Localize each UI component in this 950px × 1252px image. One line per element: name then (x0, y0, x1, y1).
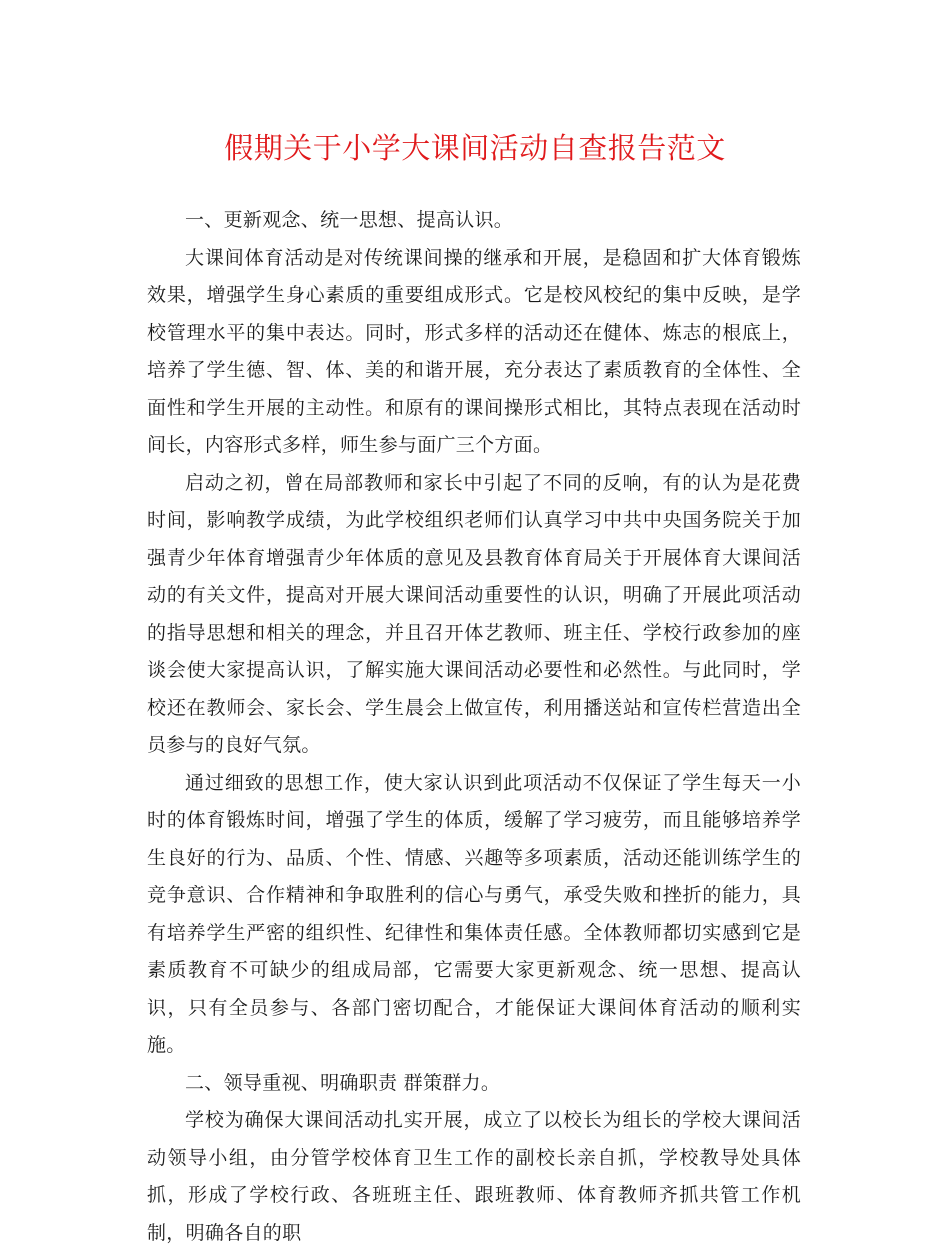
paragraph-2: 启动之初，曾在局部教师和家长中引起了不同的反响，有的认为是花费时间，影响教学成绩，为此学校组织老师们认真学习中共中央国务院关于加强青少年体育增强青少年体质的意见及县教育体育局关于开展体育大课间活动的有关文件，提高对开展大课间活动重要性的认识，明确了开展此项活动的指导思想和相关的理念，并且召开体艺教师、班主任、学校行政参加的座谈会使大家提高认识，了解实施大课间活动必要性和必然性。与此同时，学校还在教师会、家长会、学生晨会上做宣传，利用播送站和宣传栏营造出全员参与的良好气氛。 (147, 471, 801, 756)
paragraph-4: 学校为确保大课间活动扎实开展，成立了以校长为组长的学校大课间活动领导小组，由分管学校体育卫生工作的副校长亲自抓，学校教导处具体抓，形成了学校行政、各班班主任、跟班教师、体育教师齐抓共管工作机制，明确各自的职 (147, 1109, 801, 1244)
document-body (147, 202, 801, 1252)
section-heading-2: 二、领导重视、明确职责 群策群力。 (185, 1071, 501, 1094)
paragraph-1: 大课间体育活动是对传统课间操的继承和开展，是稳固和扩大体育锻炼效果，增强学生身心素质的重要组成形式。它是校风校纪的集中反映，是学校管理水平的集中表达。同时，形式多样的活动还在健体、炼志的根底上，培养了学生德、智、体、美的和谐开展，充分表达了素质教育的全体性、全面性和学生开展的主动性。和原有的课间操形式相比，其特点表现在活动时间长，内容形式多样，师生参与面广三个方面。 (147, 246, 801, 456)
document-title: 假期关于小学大课间活动自查报告范文 (224, 131, 726, 165)
paragraph-3: 通过细致的思想工作，使大家认识到此项活动不仅保证了学生每天一小时的体育锻炼时间，增强了学生的体质，缓解了学习疲劳，而且能够培养学生良好的行为、品质、个性、情感、兴趣等多项素质，活动还能训练学生的竞争意识、合作精神和争取胜利的信心与勇气，承受失败和挫折的能力，具有培养学生严密的组织性、纪律性和集体责任感。全体教师都切实感到它是素质教育不可缺少的组成局部，它需要大家更新观念、统一思想、提高认识，只有全员参与、各部门密切配合，才能保证大课间体育活动的顺利实施。 (147, 771, 801, 1056)
section-heading-1: 一、更新观念、统一思想、提高认识。 (185, 209, 514, 231)
